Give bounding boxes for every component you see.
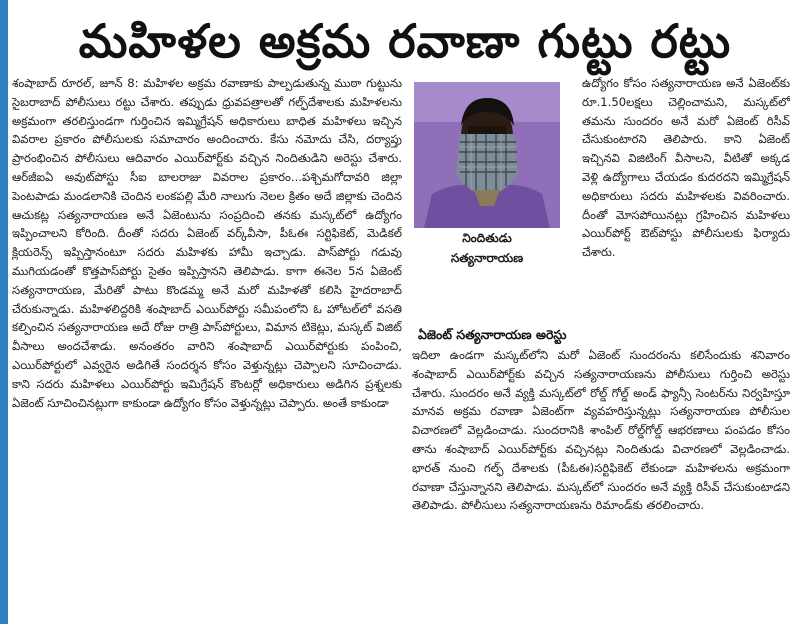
body-paragraph-right-bottom: ఇదిలా ఉండగా మస్కట్‌లోని మరో ఏజెంట్ సుందరంను కలిసేందుకు శనివారం శంషాబాద్ ఎయిర్‌పోర్ట్‌కు వచ్చిన సత్యనారాయణను పోలీసులు గుర్తించి అరెస్టు చేశారు. సుందరం అనే వ్యక్తి మస్కట్‌లో రోల్డ్ గోల్డ్ అండ్ ఫ్యాన్సీ సెంటర్‌ను నిర్వహిస్తూ మానవ అక్రమ రవాణా ఏజెంట్‌గా వ్యవహరిస్తున్నట్లు సత్యనారాయణ పోలీసుల విచారణలో వెల్లడించాడు. సుందరానికి శాంపిల్ రోల్డ్‌గోల్డ్ ఆభరణాలు పంపడం కోసం తాను శంషాబాద్ ఎయిర్‌పోర్ట్‌కు వచ్చినట్లు నిందితుడు విచారణలో వెల్లడించాడు. భారత్ నుంచి గల్ఫ్ దేశాలకు (పీఓఈ)సర్టిఫికెట్ లేకుండా మహిళలను అక్రమంగా రవాణా చేస్తున్నానని తెలిపాడు. మస్కట్‌లో సుందరం అనే వ్యక్తి రిసీవ్ చేసుకుంటాడని తెలిపాడు. పోలీసులు సత్యనారాయణను రిమాండ్‌కు తరలించారు. [412, 348, 790, 513]
masked-man-image [414, 82, 560, 228]
photo-caption [414, 228, 560, 280]
photo-caption-label: నిందితుడు [462, 231, 512, 245]
photo-caption-name: సత్యనారాయణ [450, 251, 524, 265]
body-paragraph-right-top: ఉద్యోగం కోసం సత్యనారాయణ అనే ఏజెంట్‌కు రూ.1.50లక్షలు చెల్లించామని, మస్కట్‌లో తమను సుందరం అనే మరో ఏజెంట్ రిసీవ్ చేసుకుంటారని తెలిపారు. కాని ఏజెంట్ ఇచ్చినవి విజిటింగ్ వీసాలని, వీటితో అక్కడ వెళ్లి ఉద్యోగాలు చేయడం కుదరదని ఇమ్మిగ్రేషన్ అధికారులు సదరు మహిళలకు వివరించారు. దీంతో మోసపోయినట్లు గ్రహించిన మహిళలు ఎయిర్‌పోర్ట్ ఔట్‌పోస్టు పోలీసులకు ఫిర్యాదు చేశారు. [582, 76, 790, 260]
article-body-right-top [582, 74, 790, 324]
body-paragraph-left: శంషాబాద్ రూరల్, జూన్ 8: మహిళల అక్రమ రవాణాకు పాల్పడుతున్న ముఠా గుట్టును సైబరాబాద్ పోలీసులు రట్టు చేశారు. తప్పుడు ధ్రువపత్రాలతో గల్ఫ్‌దేశాలకు మహిళలను అక్రమంగా తరలిస్తుండగా గుర్తించిన ఇమ్మిగ్రేషన్ అధికారులు బాధిత మహిళలు ఇచ్చిన వివరాల ప్రకారం పోలీసులకు సమాచారం అందించారు. కేసు నమోదు చేసి, దర్యాప్తు ప్రారంభించిన పోలీసులు ఆదివారం ఎయిర్‌పోర్ట్‌కు వచ్చిన నిందితుడిని అరెస్టు చేశారు. ఆర్‌జీఐఏ అవుట్‌పోస్టు సీఐ బాలరాజు వివరాల ప్రకారం...పశ్చిమగోదావరి జిల్లా పెంటపాడు మండలానికి చెందిన లంకపల్లి మేరి నాలుగు నెలల క్రితం అదే జిల్లాకు చెందిన ఆచుకట్ల సత్యనారాయణ అనే ఏజెంటును సంప్రదించి తనకు మస్కట్‌లో ఉద్యోగం ఇప్పించాలని కోరింది. దీంతో సదరు ఏజెంట్ వర్క్‌వీసా, పీఓఈ సర్టిఫికెట్, మెడికల్ క్లియరెన్స్ ఇప్పిస్తానంటూ సదరు మహిళకు హామీ ఇచ్చాడు. పాస్‌పోర్టు గడువు ముగియడంతో కొత్తపాస్‌పోర్టు సైతం ఇప్పిస్తానని తెలిపాడు. కాగా ఈనెల 5న ఏజెంట్ సత్యనారాయణ, మేరితో పాటు కొండమ్మ అనే మరో మహిళతో కలిసి హైదరాబాద్ చేరుకున్నాడు. మహిళలిద్దరికి శంషాబాద్ ఎయిర్‌పోర్టు సమీపంలోని ఓ హోటల్‌లో వసతి కల్పించిన సత్యనారాయణ అదే రోజు రాత్రి పాస్‌పోర్టులు, విమాన టికెట్లు, మస్కట్ విజిట్ వీసాలు అందచేశాడు. అనంతరం వారిని శంషాబాద్ ఎయిర్‌పోర్టుకు పంపించి, ఎయిర్‌పోర్టులో ఎవ్వరైన అడిగితే సందర్శన కోసం వెళ్తున్నట్లు చెప్పాలని సూచించాడు. కాని సదరు మహిళలు ఎయిర్‌పోర్టు ఇమిగ్రేషన్ కౌంటర్లో అధికారులు అడిగిన ప్రశ్నలకు ఏజెంట్ సూచించినట్లుగా కాకుండా ఉద్యోగం కోసం వెళ్తున్నట్లు చెప్పారు. అంతే కాకుండా [12, 76, 402, 410]
article-headline: మహిళల అక్రమ రవాణా గుట్టు రట్టు [78, 14, 732, 68]
article-body-right-bottom [412, 346, 790, 622]
article-subheading: ఏజెంట్ సత్యనారాయణ అరెస్టు [418, 327, 567, 342]
edge-accent-bar [0, 0, 8, 624]
article-body-left-column [12, 74, 402, 622]
accused-photo [414, 82, 560, 228]
